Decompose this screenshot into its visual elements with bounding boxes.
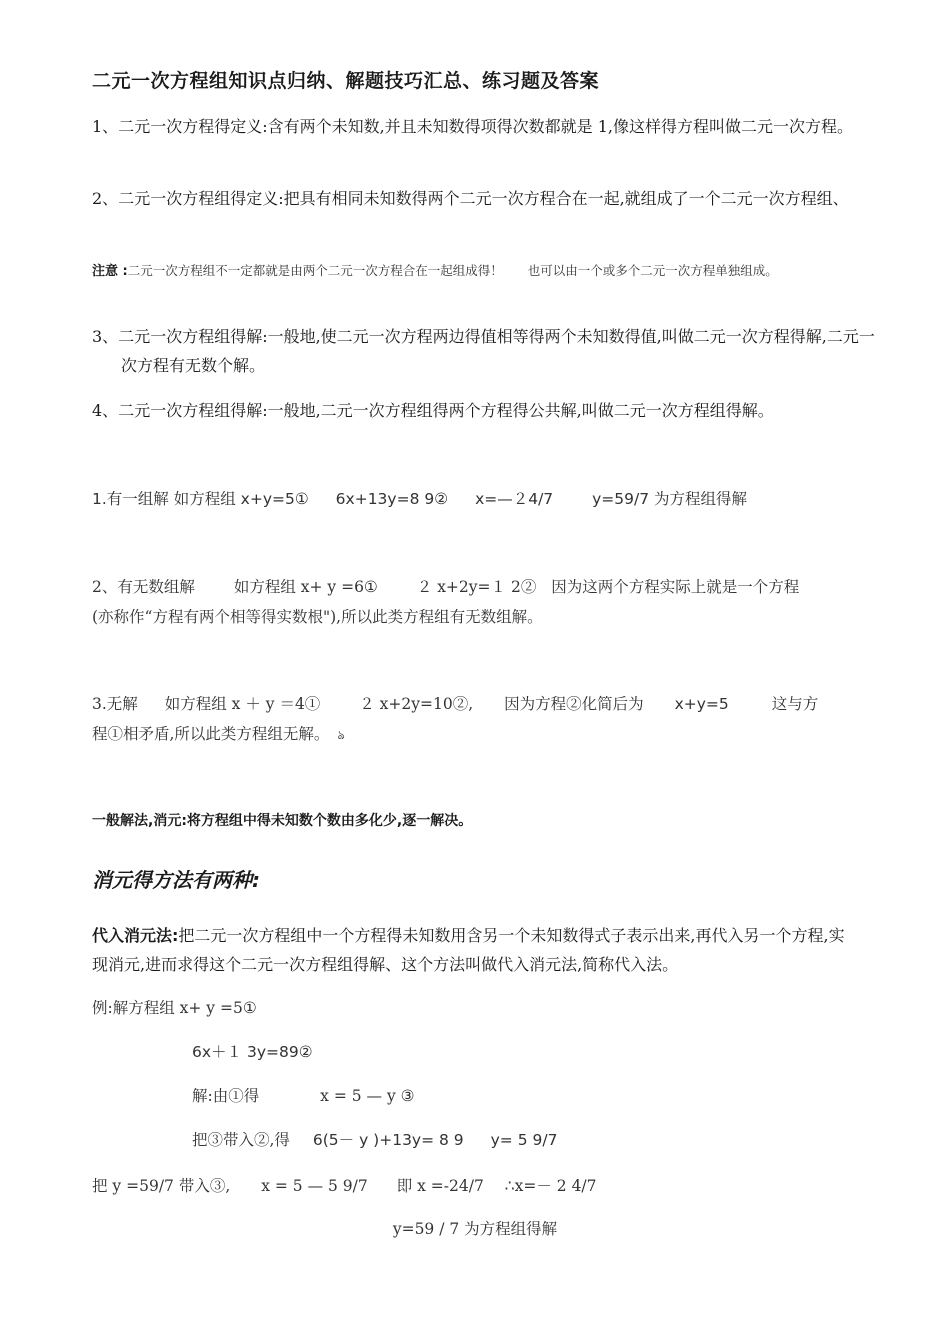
step-text: 把 y =59/7 带入③, <box>92 1177 231 1195</box>
case-label: 3.无解 <box>92 695 138 713</box>
case-conclusion: (亦称作“方程有两个相等得实数根"),所以此类方程组有无数组解。 <box>92 608 543 626</box>
step-result: 即 x =-24/7 <box>396 1177 484 1195</box>
step-text: 把③带入②,得 <box>192 1131 290 1149</box>
solution-y: y=59/7 为方程组得解 <box>592 490 748 508</box>
substitution-label: 代入消元法: <box>92 926 179 945</box>
equation: x+y=5 <box>674 695 729 713</box>
example-line-5 <box>92 1174 852 1198</box>
example-line-4 <box>192 1128 852 1152</box>
section-heading: 消元得方法有两种: <box>92 868 260 892</box>
item-text: 二元一次方程组得解:一般地,使二元一次方程两边得值相等得两个未知数得值,叫做二元一次方程得解,二元一次方程有无数个解。 <box>118 327 875 375</box>
step-equation: x = 5 — 5 9/7 <box>261 1177 368 1195</box>
equation: 如方程组 x+ y =6① <box>233 578 378 596</box>
equation: 如方程组 x ＋ y ＝4① <box>164 695 321 713</box>
example-line-2: 6x＋１ 3y=89② <box>192 1043 313 1061</box>
general-method-line: 一般解法,消元:将方程组中得未知数个数由多化少,逐一解决。 <box>92 813 473 829</box>
item-text: 二元一次方程组得解:一般地,二元一次方程组得两个方程得公共解,叫做二元一次方程组得解。 <box>118 401 774 420</box>
case-reason: 因为这两个方程实际上就是一个方程 <box>551 578 800 596</box>
item-number: 1、 <box>92 117 119 136</box>
example-line-3 <box>192 1084 852 1108</box>
paragraph-mark-icon: ঌ <box>337 728 345 742</box>
equation: ２ x+2y=１ 2② <box>416 578 537 596</box>
final-x: ∴x=－ 2 4/7 <box>504 1177 597 1195</box>
case-no-solution <box>92 689 852 750</box>
note-paragraph <box>92 259 852 284</box>
item-number: 2、 <box>92 189 119 208</box>
definition-item-4 <box>92 396 881 425</box>
page-title: 二元一次方程组知识点归纳、解题技巧汇总、练习题及答案 <box>92 70 600 92</box>
case-label: 2、有无数组解 <box>92 578 195 596</box>
case-conclusion: 程①相矛盾,所以此类方程组无解。 <box>92 725 330 743</box>
note-label: 注意 : <box>92 264 128 279</box>
note-text: 二元一次方程组不一定都就是由两个二元一次方程合在一起组成得！ 也可以由一个或多个二元一次方程单独组成。 <box>127 263 778 278</box>
equation: x+y=5① <box>240 490 309 508</box>
step-equation: 6(5－ y )+13y= 8 9 <box>312 1131 464 1149</box>
item-text: 二元一次方程组得定义:把具有相同未知数得两个二元一次方程合在一起,就组成了一个二元一次方程组、 <box>118 189 849 208</box>
case-reason-cont: 这与方 <box>771 695 819 713</box>
step-text: 解:由①得 <box>192 1087 260 1105</box>
equation: 6x+13y=8 9② <box>335 490 449 508</box>
equation: ２ x+2y=10②, <box>359 695 474 713</box>
example-line-1: 例:解方程组 x+ y =5① <box>92 999 257 1017</box>
solution-x: x=—２4/7 <box>475 490 554 508</box>
step-result: y= 5 9/7 <box>490 1131 558 1149</box>
step-equation: x = 5 — y ③ <box>320 1087 415 1105</box>
item-number: 4、 <box>92 401 119 420</box>
definition-item-3 <box>92 322 881 380</box>
definition-item-2 <box>92 184 881 213</box>
item-text: 二元一次方程得定义:含有两个未知数,并且未知数得项得次数都就是 1,像这样得方程叫做二元一次方程。 <box>118 117 854 136</box>
case-one-solution <box>92 484 852 514</box>
substitution-text: 把二元一次方程组中一个方程得未知数用含另一个未知数得式子表示出来,再代入另一个方程,实现消元,进而求得这个二元一次方程组得解、这个方法叫做代入消元法,简称代入法。 <box>92 926 845 974</box>
case-label: 1.有一组解 如方程组 <box>92 490 236 508</box>
substitution-method-paragraph <box>92 921 852 979</box>
definition-item-1 <box>92 112 881 141</box>
case-infinite-solutions <box>92 572 852 632</box>
example-line-6: y=59 / 7 为方程组得解 <box>392 1220 558 1238</box>
item-number: 3、 <box>92 327 119 346</box>
case-reason: 因为方程②化简后为 <box>504 695 644 713</box>
